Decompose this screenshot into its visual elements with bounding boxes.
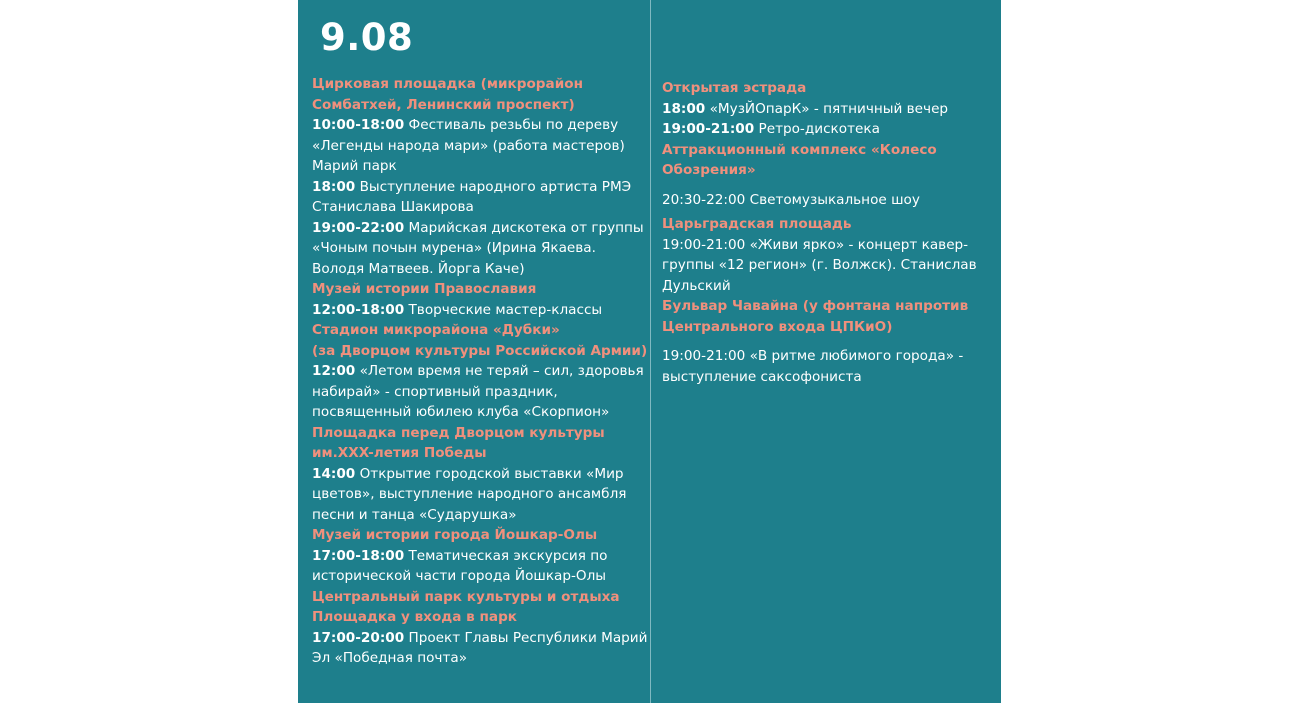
venue-title: Музей истории города Йошкар-Олы: [312, 527, 598, 543]
venue-title: Бульвар Чавайна (у фонтана напротив Центрального входа ЦПКиО): [662, 298, 969, 335]
venue-title: Центральный парк культуры и отдыха: [312, 588, 620, 605]
event-text: «МузЙОпарК» - пятничный вечер: [705, 100, 949, 117]
event-time: 14:00: [312, 465, 356, 482]
schedule-poster: [298, 0, 1001, 703]
event-time: 12:00-18:00: [312, 301, 405, 318]
venue-title: Цирковая площадка (микрорайон Сомбатхей, Ленинский проспект): [312, 76, 583, 113]
event-entry: [312, 546, 648, 587]
event-text: Марийская дискотека от группы «Чоным почын мурена» (Ирина Якаева. Володя Матвеев. Йорга Каче): [312, 219, 644, 277]
event-text: Проект Главы Республики Марий Эл «Победная почта»: [312, 629, 648, 666]
event-entry: 19:00-21:00 «Живи ярко» - концерт кавер-группы «12 регион» (г. Волжск). Станислав Дульский: [662, 236, 977, 294]
venue-title: Стадион микрорайона «Дубки»: [312, 322, 560, 338]
event-text: «Летом время не теряй – сил, здоровья набирай» - спортивный праздник, посвященный юбилею клуба «Скорпион»: [312, 363, 644, 420]
event-time: 19:00-21:00: [662, 121, 755, 137]
event-time: 18:00: [312, 178, 356, 195]
event-entry: [312, 300, 648, 321]
event-entry: [662, 119, 992, 140]
event-text: Выступление народного артиста РМЭ Станислава Шакирова: [312, 178, 632, 215]
event-entry: [312, 361, 648, 423]
event-time: 12:00: [312, 363, 356, 379]
venue-title: Музей истории Православия: [312, 281, 537, 297]
schedule-column-right: [662, 78, 992, 387]
event-entry: [312, 218, 648, 280]
event-entry: [312, 628, 648, 669]
event-time: 10:00-18:00: [312, 117, 405, 133]
venue-subtitle: (за Дворцом культуры Российской Армии): [312, 342, 648, 359]
event-text: Ретро-дискотека: [754, 121, 880, 137]
event-entry: [312, 115, 648, 177]
event-text: Творческие мастер-классы: [404, 301, 603, 318]
event-time: 17:00-20:00: [312, 629, 405, 646]
event-entry: [312, 177, 648, 218]
venue-title: Площадка перед Дворцом культуры им.XXX-летия Победы: [312, 424, 605, 461]
event-text: Открытие городской выставки «Мир цветов», выступление народного ансамбля песни и танца «Сударушка»: [312, 465, 627, 523]
event-entry: [662, 99, 992, 120]
event-time: 17:00-18:00: [312, 547, 405, 564]
venue-title: Открытая эстрада: [662, 80, 807, 96]
event-entry: 19:00-21:00 «В ритме любимого города» - выступление саксофониста: [662, 348, 964, 385]
event-time: 18:00: [662, 100, 706, 117]
event-entry: 20:30-22:00 Светомузыкальное шоу: [662, 191, 920, 208]
column-divider: [650, 0, 651, 703]
venue-subtitle: Площадка у входа в парк: [312, 609, 518, 625]
venue-title: Аттракционный комплекс «Колесо Обозрения»: [662, 141, 937, 178]
event-text: Фестиваль резьбы по дереву «Легенды народа мари» (работа мастеров) Марий парк: [312, 117, 625, 174]
date-heading: 9.08: [320, 16, 414, 59]
schedule-column-left: [312, 74, 648, 669]
venue-title: Царьградская площадь: [662, 216, 852, 232]
event-time: 19:00-22:00: [312, 219, 405, 236]
event-text: Тематическая экскурсия по исторической части города Йошкар-Олы: [312, 547, 608, 584]
event-entry: [312, 464, 648, 526]
